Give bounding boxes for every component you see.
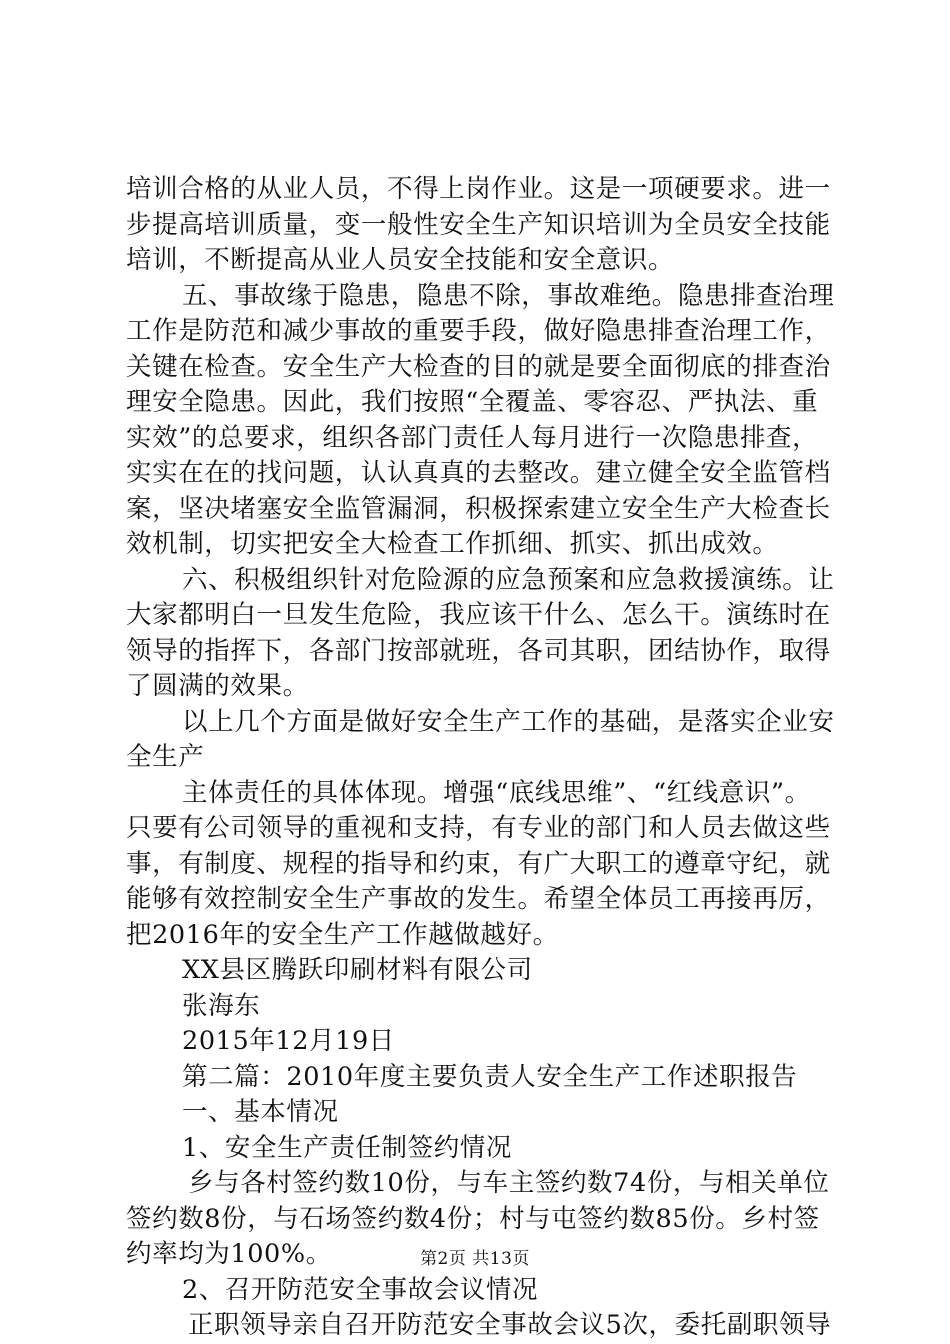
text-line: 工作是防范和减少事故的重要手段，做好隐患排查治理工作， [126, 316, 831, 346]
text-line: 培训合格的从业人员，不得上岗作业。这是一项硬要求。进一 [126, 174, 831, 204]
signer-name: 张海东 [182, 990, 261, 1021]
text-line: 事，有制度、规程的指导和约束，有广大职工的遵章守纪，就 [126, 848, 831, 879]
text-line: 领导的指挥下，各部门按部就班，各司其职，团结协作，取得 [126, 635, 831, 666]
text-line: 正职领导亲自召开防范安全事故会议5次，委托副职领导 [188, 1310, 832, 1340]
text-line: 培训，不断提高从业人员安全技能和安全意识。 [126, 245, 675, 275]
text-line: 全生产 [126, 742, 205, 772]
text-line: 能够有效控制安全生产事故的发生。希望全体员工再接再厉， [126, 884, 831, 914]
text-line: 案，坚决堵塞安全监管漏洞，积极探索建立安全生产大检查长 [126, 493, 831, 524]
text-line: 了圆满的效果。 [126, 671, 309, 701]
text-line: 实实在在的找问题，认认真真的去整改。建立健全安全监管档 [126, 458, 831, 488]
text-line: 五、事故缘于隐患，隐患不除，事故难绝。隐患排查治理 [182, 280, 835, 311]
text-line: 大家都明白一旦发生危险，我应该干什么、怎么干。演练时在 [126, 600, 831, 630]
text-line: 理安全隐患。因此，我们按照“全覆盖、零容忍、严执法、重 [126, 387, 819, 417]
section-heading: 一、基本情况 [182, 1097, 339, 1127]
section-title: 第二篇：2010年度主要负责人安全生产工作述职报告 [182, 1061, 798, 1092]
text-line: 只要有公司领导的重视和支持，有专业的部门和人员去做这些 [126, 813, 831, 843]
text-line: 关键在检查。安全生产大检查的目的就是要全面彻底的排查治 [126, 351, 831, 382]
text-line: 把2016年的安全生产工作越做越好。 [126, 919, 559, 950]
text-line: 实效”的总要求，组织各部门责任人每月进行一次隐患排查， [126, 422, 819, 453]
subsection-heading: 2、召开防范安全事故会议情况 [182, 1274, 539, 1305]
text-line: 以上几个方面是做好安全生产工作的基础，是落实企业安 [182, 706, 835, 737]
text-line: 签约数8份，与石场签约数4份；村与屯签约数85份。乡村签 [126, 1203, 820, 1234]
text-line: 六、积极组织针对危险源的应急预案和应急救援演练。让 [182, 564, 835, 595]
subsection-heading: 1、安全生产责任制签约情况 [182, 1132, 513, 1163]
text-line: 效机制，切实把安全大检查工作抓细、抓实、抓出成效。 [126, 529, 779, 559]
text-line: 主体责任的具体体现。增强“底线思维”、“红线意识”。 [182, 777, 811, 808]
text-line: 约率均为100%。 [126, 1239, 332, 1269]
document-body [126, 172, 838, 1344]
company-name: XX县区腾跃印刷材料有限公司 [182, 955, 533, 985]
page-footer: 第2页 共13页 [420, 1249, 530, 1269]
signature-date: 2015年12月19日 [182, 1026, 395, 1056]
text-line: 步提高培训质量，变一般性安全生产知识培训为全员安全技能 [126, 209, 831, 240]
text-line: 乡与各村签约数10份，与车主签约数74份，与相关单位 [188, 1168, 830, 1198]
